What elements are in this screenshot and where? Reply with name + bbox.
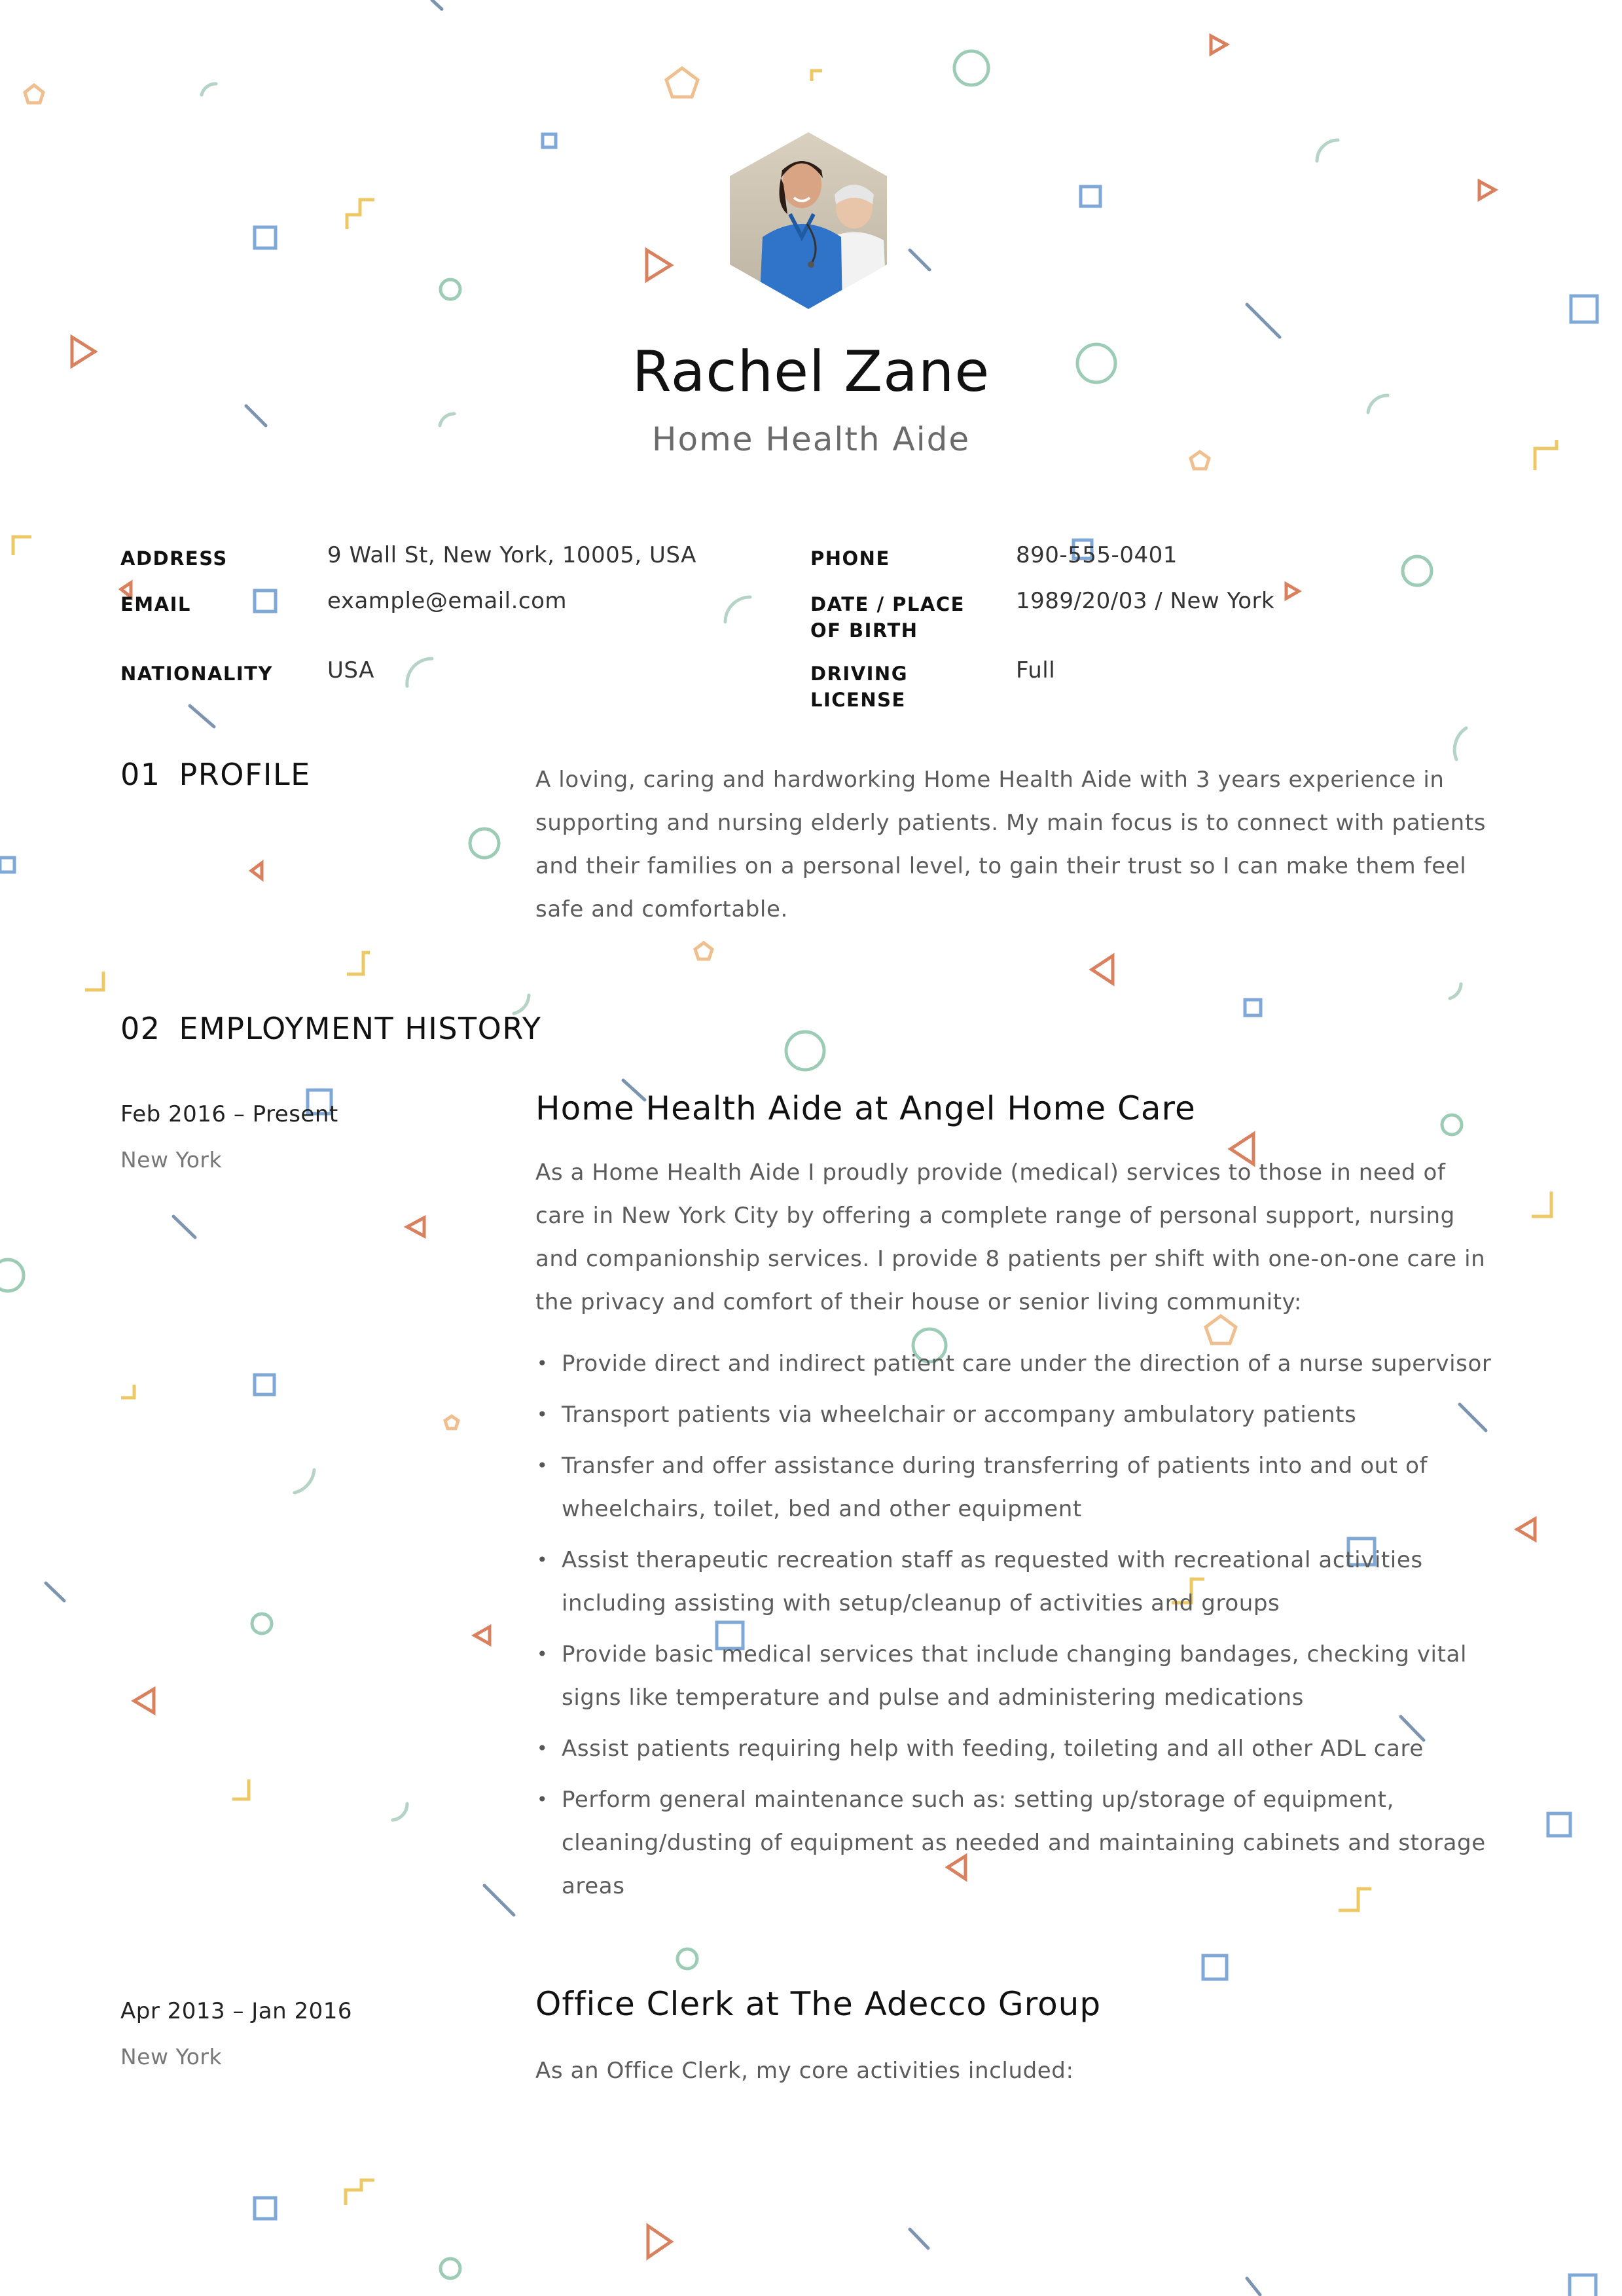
section-title: PROFILE — [179, 757, 311, 792]
job-title: Home Health Aide at Angel Home Care — [535, 1089, 1196, 1127]
candidate-name: Rachel Zane — [632, 339, 990, 405]
profile-summary: A loving, caring and hardworking Home Health Aide with 3 years experience in supporting and nursing elderly patients. My main focus is to connect with patients and their families on a personal level, to gain their trust so I can make them feel safe and comfortable. — [535, 767, 1487, 922]
list-item: • Provide basic medical services that include changing bandages, checking vital signs like temperature and pulse and administering medications — [535, 1633, 1498, 1719]
phone-value: 890-555-0401 — [1016, 542, 1178, 568]
job-description: As a Home Health Aide I proudly provide (medical) services to those in need of care in New York City by offering a complete range of personal support, nursing and companionship services. I provide 8 patients per shift with one-on-one care in the privacy and comfort of their house or senior living community: — [535, 1159, 1486, 1315]
nationality-value: USA — [327, 657, 374, 683]
section-title: EMPLOYMENT HISTORY — [179, 1011, 542, 1046]
list-item: • Transport patients via wheelchair or accompany ambulatory patients — [535, 1393, 1498, 1436]
section-number: 01 — [120, 757, 161, 792]
job-location: New York — [120, 1147, 223, 1173]
job-duties-list — [535, 1342, 1498, 1916]
driving-license-value: Full — [1016, 657, 1056, 683]
nationality-label: NATIONALITY — [120, 663, 273, 685]
birth-label: DATE / PLACE OF BIRTH — [810, 593, 965, 642]
list-item: • Provide direct and indirect patient care under the direction of a nurse supervisor — [535, 1342, 1498, 1385]
job-dates: Apr 2013 – Jan 2016 — [120, 1998, 353, 2024]
job-title: Office Clerk at The Adecco Group — [535, 1985, 1102, 2023]
job-description: As an Office Clerk, my core activities included: — [535, 2058, 1074, 2084]
profile-heading — [120, 757, 311, 792]
job-title-subtitle: Home Health Aide — [651, 420, 971, 458]
profile-photo — [730, 132, 887, 309]
birth-value: 1989/20/03 / New York — [1016, 588, 1275, 614]
section-number: 02 — [120, 1011, 161, 1046]
email-value: example@email.com — [327, 588, 568, 614]
list-item: • Perform general maintenance such as: setting up/storage of equipment, cleaning/dusting of equipment as needed and maintaining cabinets and storage areas — [535, 1778, 1498, 1908]
driving-license-label: DRIVING LICENSE — [810, 663, 909, 711]
employment-heading — [120, 1011, 541, 1046]
job-dates: Feb 2016 – Present — [120, 1101, 338, 1127]
list-item: • Assist therapeutic recreation staff as requested with recreational activities including assisting with setup/cleanup of activities and groups — [535, 1539, 1498, 1625]
address-label: ADDRESS — [120, 547, 228, 570]
list-item: • Assist patients requiring help with feeding, toileting and all other ADL care — [535, 1727, 1498, 1770]
email-label: EMAIL — [120, 593, 191, 615]
phone-label: PHONE — [810, 547, 890, 570]
job-location: New York — [120, 2044, 223, 2069]
list-item: • Transfer and offer assistance during transferring of patients into and out of wheelchairs, toilet, bed and other equipment — [535, 1444, 1498, 1531]
address-value: 9 Wall St, New York, 10005, USA — [327, 542, 696, 568]
